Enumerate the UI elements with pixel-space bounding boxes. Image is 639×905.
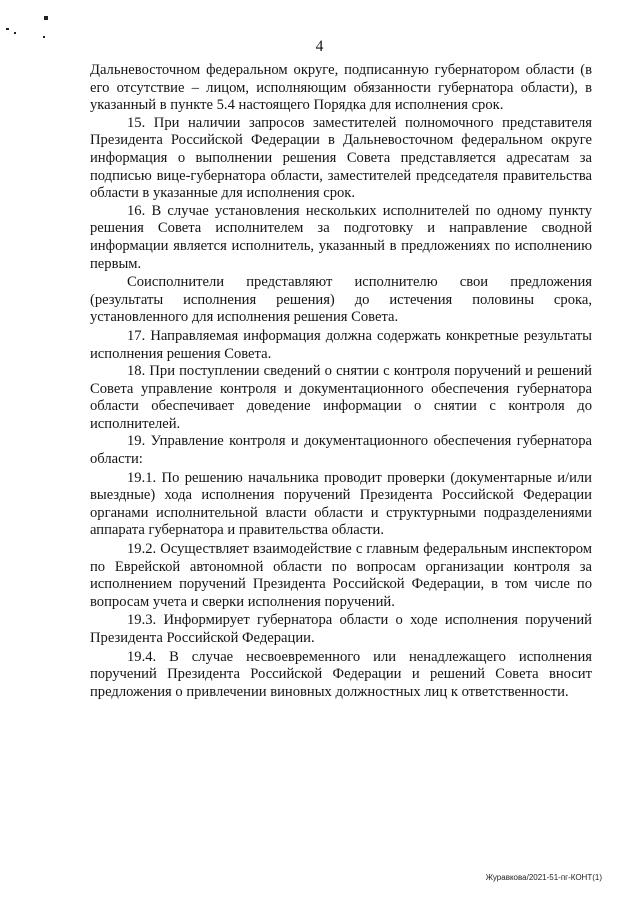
document-body: [90, 62, 592, 701]
paragraph-19-2: 19.2. Осуществляет взаимодействие с главным федеральным инспектором по Еврейской автономной области по вопросам организации контроля за исполнением поручений Президента Российской Федерации, в том числе по вопросам учета и сверки исполнения поручений.: [90, 541, 592, 610]
page-number: 4: [315, 38, 324, 55]
scan-mark: [14, 32, 16, 34]
paragraph-continuation: Дальневосточном федеральном округе, подписанную губернатором области (в его отсутствие – лицом, исполняющим обязанности губернатора области), в указанный в пункте 5.4 настоящего Порядка для исполнения срок.: [90, 62, 592, 114]
paragraph-15: 15. При наличии запросов заместителей полномочного представителя Президента Российской Федерации в Дальневосточном федеральном округе информация о выполнении решения Совета представляется адресатам за подписью вице-губернатора области, заместителей председателя правительства области в указанные для исполнения срок.: [90, 114, 592, 202]
scan-mark: [44, 16, 48, 20]
paragraph-co-executors: Соисполнители представляют исполнителю свои предложения (результаты исполнения решения) до истечения половины срока, установленного для исполнения решения Совета.: [90, 274, 592, 326]
footer-document-code: Журавкова/2021-51-пг-КОНТ(1): [485, 873, 602, 882]
paragraph-16: 16. В случае установления нескольких исполнителей по одному пункту решения Совета исполнителем за подготовку и направление сводной информации является исполнитель, указанный в предложениях по исполнению первым.: [90, 202, 592, 272]
paragraph-19-4: 19.4. В случае несвоевременного или ненадлежащего исполнения поручений Президента Российской Федерации и решений Совета вносит предложения о привлечении виновных должностных лиц к ответственности.: [90, 648, 592, 700]
paragraph-19-1: 19.1. По решению начальника проводит проверки (документарные и/или выездные) хода исполнения поручений Президента Российской Федерации органами исполнительной власти области и структурными подразделениями аппарата губернатора и правительства области.: [90, 469, 592, 539]
scan-mark: [6, 28, 9, 30]
paragraph-19: 19. Управление контроля и документационного обеспечения губернатора области:: [90, 433, 592, 468]
paragraph-19-3: 19.3. Информирует губернатора области о ходе исполнения поручений Президента Российской Федерации.: [90, 612, 592, 646]
paragraph-18: 18. При поступлении сведений о снятии с контроля поручений и решений Совета управление контроля и документационного обеспечения губернатора области обеспечивает доведение информации о снятии с контроля до исполнителей.: [90, 363, 592, 432]
paragraph-17: 17. Направляемая информация должна содержать конкретные результаты исполнения решения Совета.: [90, 327, 592, 362]
